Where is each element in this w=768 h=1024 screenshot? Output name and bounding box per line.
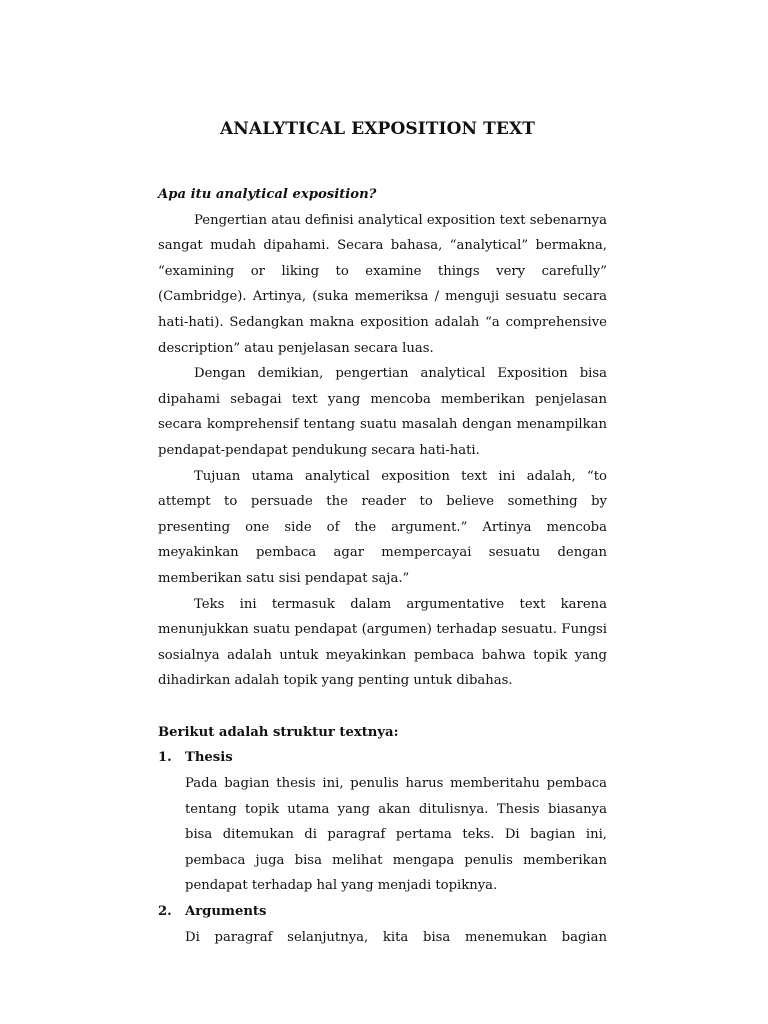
structure-item-thesis [158, 745, 607, 899]
structure-item-number: 2. [158, 904, 172, 920]
document-body [158, 182, 607, 950]
section-question: Apa itu analytical exposition? [158, 187, 377, 202]
paragraph-meaning: Dengan demikian, pengertian analytical Exposition bisa dipahami sebagai text yang mencoba memberikan penjelasan secara komprehensif tentang suatu masalah dengan menampilkan pendapat-pendapat pendukung secara hati-hati. [158, 366, 607, 458]
structure-heading: Berikut adalah struktur textnya: [158, 724, 399, 740]
structure-list [158, 745, 607, 950]
structure-item-title: Arguments [185, 904, 267, 920]
structure-item-number: 1. [158, 750, 172, 766]
structure-item-body: Di paragraf selanjutnya, kita bisa menemukan bagian [185, 929, 607, 945]
paragraph-argumentative: Teks ini termasuk dalam argumentative text karena menunjukkan suatu pendapat (argumen) terhadap sesuatu. Fungsi sosialnya adalah untuk meyakinkan pembaca bahwa topik yang dihadirkan adalah topik yang penting untuk dibahas. [158, 596, 607, 689]
structure-item-title: Thesis [185, 750, 233, 766]
structure-item-arguments [158, 899, 607, 950]
structure-item-body: Pada bagian thesis ini, penulis harus memberitahu pembaca tentang topik utama yang akan ditulisnya. Thesis biasanya bisa ditemukan di paragraf pertama teks. Di bagian ini, pembaca juga bisa melihat mengapa penulis memberikan pendapat terhadap hal yang menjadi topiknya. [185, 776, 607, 894]
document-title: ANALYTICAL EXPOSITION TEXT [220, 119, 535, 139]
paragraph-purpose: Tujuan utama analytical exposition text ini adalah, “to attempt to persuade the reader to believe something by presenting one side of the argument.” Artinya mencoba meyakinkan pembaca agar mempercayai sesuatu dengan memberikan satu sisi pendapat saja.” [158, 468, 607, 586]
paragraph-definition: Pengertian atau definisi analytical exposition text sebenarnya sangat mudah dipahami. Secara bahasa, “analytical” bermakna, “examining or liking to examine things very carefully” (Cambridge). Artinya, (suka memeriksa / menguji sesuatu secara hati-hati). Sedangkan makna exposition adalah “a comprehensive description” atau penjelasan secara luas. [158, 212, 607, 356]
